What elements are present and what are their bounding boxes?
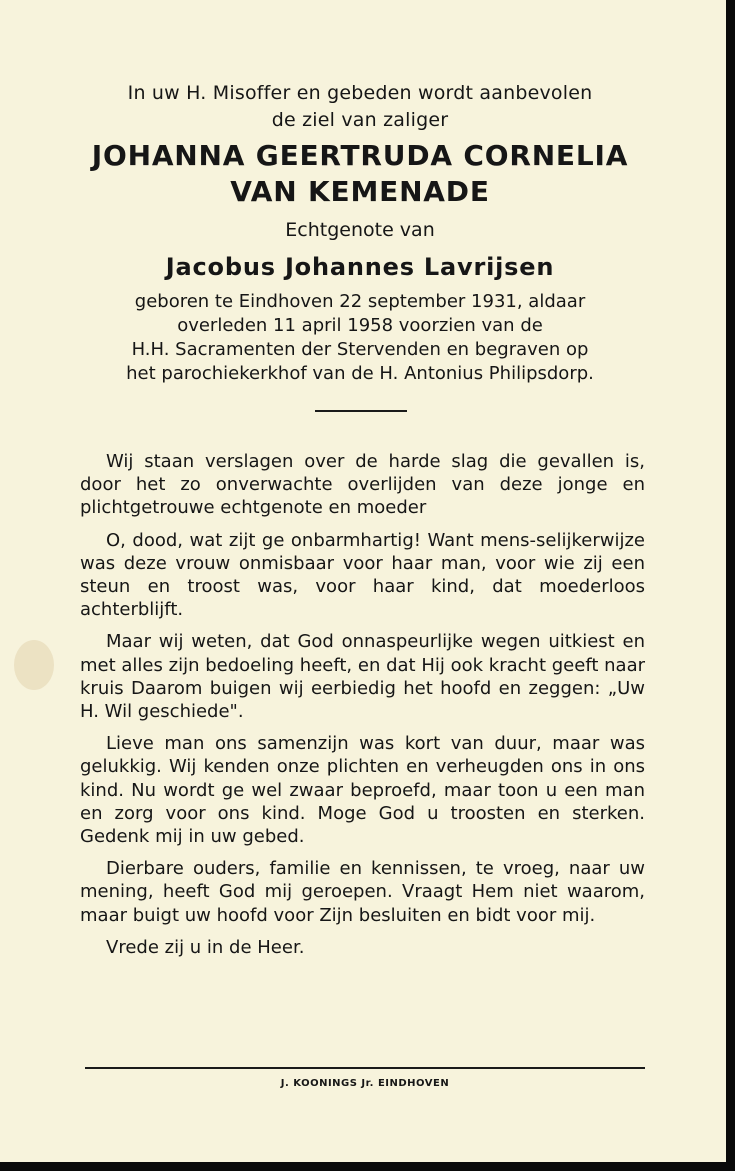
birth-line-3: H.H. Sacramenten der Stervenden en begraven op (131, 339, 589, 360)
printer-credit: J. KOONINGS Jr. EINDHOVEN (280, 1078, 450, 1089)
paragraph: O, dood, wat zijt ge onbarmhartig! Want mens-selijkerwijze was deze vrouw onmisbaar voor haar man, voor wie zij een steun en troost was, voor haar kind, dat moederloos achterblijft. (80, 529, 645, 621)
intro-line-1: In uw H. Misoffer en gebeden wordt aanbevolen (127, 82, 593, 104)
paragraph: Lieve man ons samenzijn was kort van duur, maar was gelukkig. Wij kenden onze plichten en verheugden ons in ons kind. Nu wordt ge wel zwaar beproefd, maar toon u een man en zorg voor ons kind. Moge God u troosten en sterken. Gedenk mij in uw gebed. (80, 733, 645, 848)
paragraph: Maar wij weten, dat God onnaspeurlijke wegen uitkiest en met alles zijn bedoeling heeft, en dat Hij ook kracht geeft naar kruis Daarom buigen wij eerbiedig het hoofd en zeggen: „Uw H. Wil geschiede". (80, 631, 645, 723)
deceased-name (40, 138, 680, 210)
birth-death-details (40, 290, 680, 386)
paragraph: Dierbare ouders, familie en kennissen, te vroeg, naar uw mening, heeft God mij geroepen. Vraagt Hem niet waarom, maar buigt uw hoofd voor Zijn besluiten en bidt voor mij. (80, 858, 645, 926)
birth-line-2: overleden 11 april 1958 voorzien van de (177, 315, 543, 336)
birth-line-1: geboren te Eindhoven 22 september 1931, aldaar (134, 291, 586, 312)
spouse-name: Jacobus Johannes Lavrijsen (165, 253, 555, 281)
paper-stain (14, 640, 54, 690)
paragraph: Vrede zij u in de Heer. (106, 936, 305, 958)
spouse-label: Echtgenote van (285, 219, 435, 241)
intro-line-2: de ziel van zaliger (271, 109, 449, 131)
memorial-text (80, 450, 645, 968)
birth-line-4: het parochiekerkhof van de H. Antonius Philipsdorp. (126, 363, 594, 384)
deceased-name-line-2: VAN KEMENADE (230, 175, 490, 208)
bottom-divider (85, 1067, 645, 1069)
paragraph: Wij staan verslagen over de harde slag die gevallen is, door het zo onverwachte overlijden van deze jonge en plichtgetrouwe echtgenote en moeder (80, 451, 645, 519)
deceased-name-line-1: JOHANNA GEERTRUDA CORNELIA (91, 139, 629, 172)
intro-text (40, 80, 680, 134)
divider (315, 410, 407, 412)
